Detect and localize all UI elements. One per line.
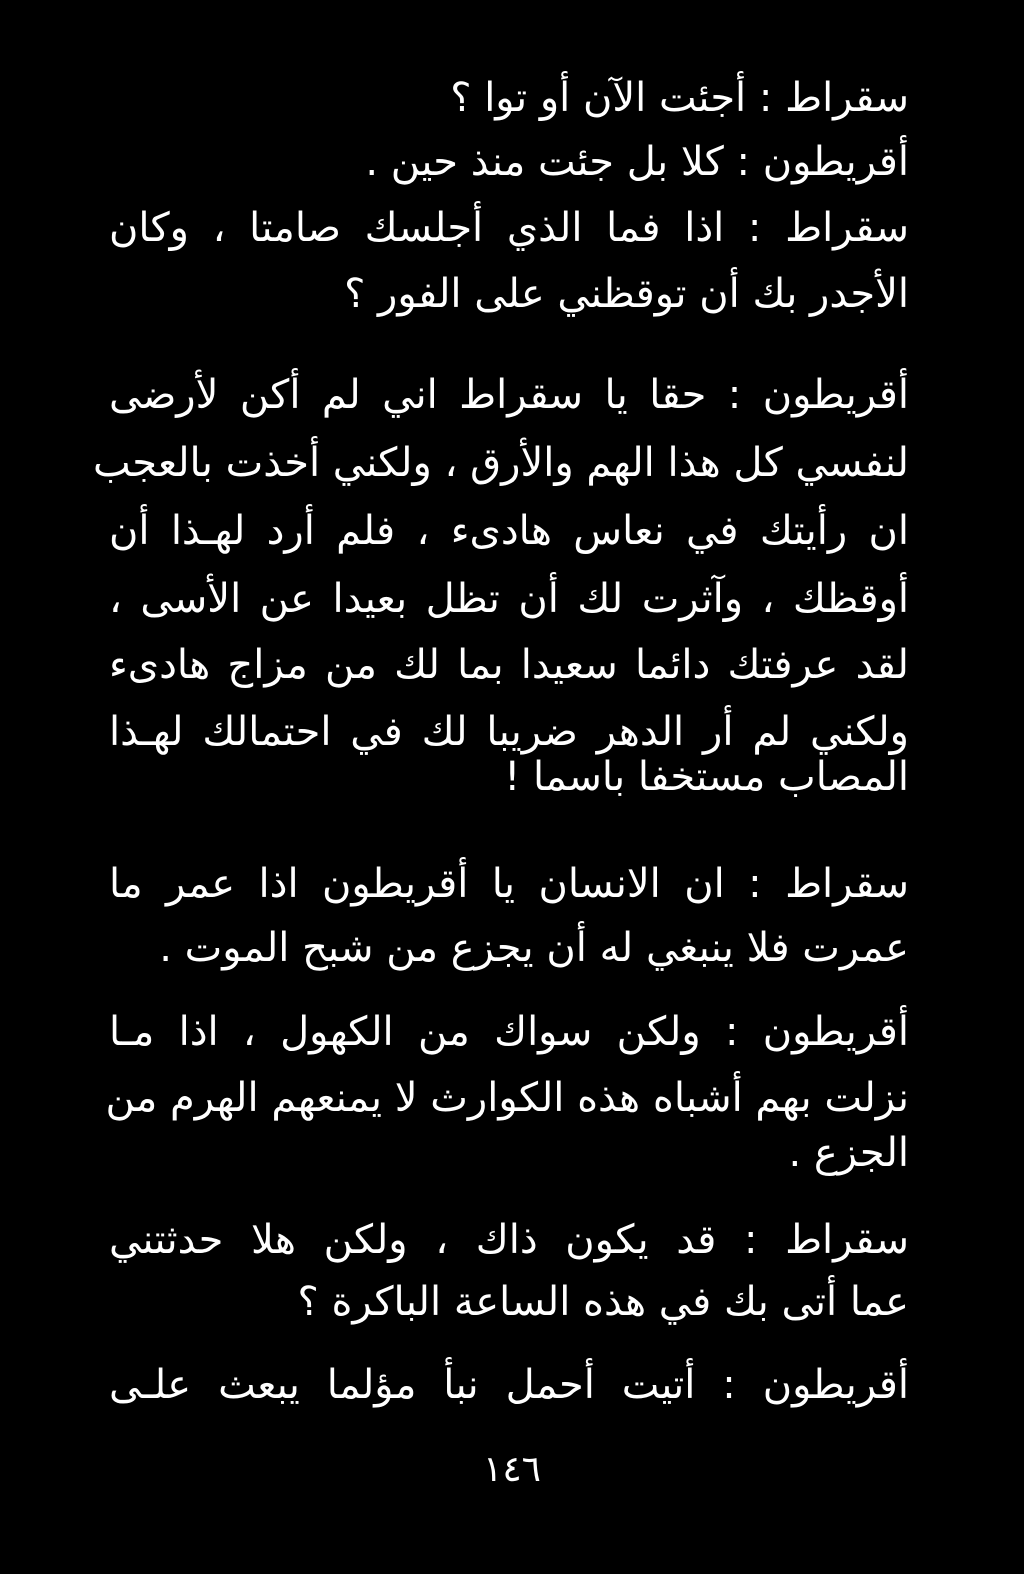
text-line-6: لنفسي كل هذا الهم والأرق ، ولكني أخذت بالعجب (92, 440, 909, 486)
text-line-10: ولكني لم أر الدهر ضريبا لك في احتمالك لهـذا (109, 709, 909, 755)
text-line-15: نزلت بهم أشباه هذه الكوارث لا يمنعهم الهرم من (105, 1075, 909, 1121)
text-line-12: سقراط : ان الانسان يا أقريطون اذا عمر ما (109, 861, 909, 907)
text-line-16: الجزع . (788, 1130, 909, 1176)
text-line-8: أوقظك ، وآثرت لك أن تظل بعيدا عن الأسى ، (109, 576, 909, 622)
text-line-2: أقريطون : كلا بل جئت منذ حين . (365, 139, 909, 185)
text-line-13: عمرت فلا ينبغي له أن يجزع من شبح الموت . (159, 925, 909, 971)
text-line-11: المصاب مستخفا باسما ! (504, 754, 909, 800)
text-line-4: الأجدر بك أن توقظني على الفور ؟ (344, 271, 909, 317)
text-line-19: أقريطون : أتيت أحمل نبأ مؤلما يبعث علـى (109, 1362, 909, 1408)
page-number: ١٤٦ (482, 1449, 541, 1490)
text-line-5: أقريطون : حقا يا سقراط اني لم أكن لأرضى (109, 372, 909, 418)
text-line-9: لقد عرفتك دائما سعيدا بما لك من مزاج هادىء (109, 642, 909, 688)
text-line-17: سقراط : قد يكون ذاك ، ولكن هلا حدثتني (109, 1217, 909, 1263)
text-line-7: ان رأيتك في نعاس هادىء ، فلم أرد لهـذا أن (109, 508, 909, 554)
text-line-18: عما أتى بك في هذه الساعة الباكرة ؟ (297, 1279, 909, 1325)
text-line-1: سقراط : أجئت الآن أو توا ؟ (450, 75, 909, 121)
text-line-3: سقراط : اذا فما الذي أجلسك صامتا ، وكان (109, 205, 909, 251)
text-line-14: أقريطون : ولكن سواك من الكهول ، اذا مـا (109, 1009, 909, 1055)
